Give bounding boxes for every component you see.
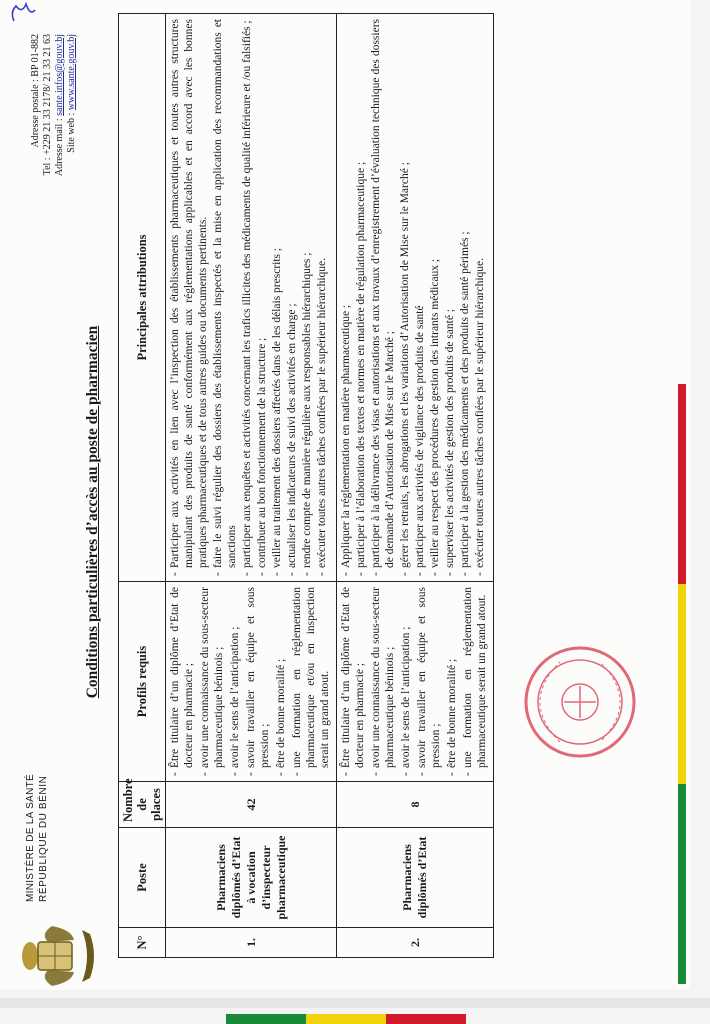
- row-attributions: [337, 14, 494, 582]
- profil-item: - savoir travailler en équipe et sous pression ;: [244, 587, 272, 776]
- row-places: 8: [337, 782, 494, 828]
- attribution-item: - contribuer au bon fonctionnement de la structure ;: [255, 19, 269, 576]
- flag-stripe-yellow: [678, 584, 686, 784]
- phone-numbers: Tel : +229 21 33 2178/ 21 33 21 63: [42, 34, 53, 176]
- attribution-item: - participer à la délivrance des visas et autorisations et aux travaux d’enregistrement d’évaluation technique des dossiers de demande d’Autorisation de Mise sur le Marché ;: [369, 19, 397, 576]
- profil-item: - être de bonne moralité ;: [445, 587, 459, 776]
- ministry-name: MINISTÈRE DE LA SANTÉ: [25, 774, 36, 902]
- profil-item: - une formation en réglementation pharmaceutique serait un grand atout.: [461, 587, 489, 776]
- table-row: [337, 14, 494, 958]
- flag-stripe-green: [678, 784, 686, 984]
- republic-name: RÉPUBLIQUE DU BÉNIN: [38, 775, 49, 902]
- bottom-flag-green: [226, 1014, 306, 1024]
- postal-address: Adresse postale : BP 01-882: [30, 34, 41, 148]
- attribution-item: - veiller au respect des procédures de gestion des intrants médicaux ;: [428, 19, 442, 576]
- attribution-item: - faire le suivi régulier des dossiers des établissements inspectés et la mise en application des recommandations et sanctions: [211, 19, 239, 576]
- profil-item: - avoir une connaissance du sous-secteur pharmaceutique béninois ;: [369, 587, 397, 776]
- row-places: 42: [166, 782, 337, 828]
- attribution-item: - participer à la gestion des médicaments et des produits de santé périmés ;: [458, 19, 472, 576]
- profil-item: - Être titulaire d’un diplôme d’Etat de docteur en pharmacie ;: [339, 587, 367, 776]
- attribution-item: - veiller au traitement des dossiers affectés dans de les délais prescrits ;: [270, 19, 284, 576]
- attribution-item: - Participer aux activités en lien avec l’inspection des établissements pharmaceutiques et toutes autres structures manipulant des produits de santé conformément aux réglementations applicables et en accord avec les bonnes pratiques pharmaceutiques et de tous autres guides ou documents pertinents.: [168, 19, 210, 576]
- bottom-flag-yellow: [306, 1014, 386, 1024]
- header-places: Nombre de places: [119, 782, 166, 828]
- attribution-item: - participer à l’élaboration des textes et normes en matière de régulation pharmaceutique ;: [354, 19, 368, 576]
- header-num: N°: [119, 928, 166, 958]
- row-attributions: [166, 14, 337, 582]
- attribution-item: - Appliquer la réglementation en matière pharmaceutique ;: [339, 19, 353, 576]
- row-profils: [337, 582, 494, 782]
- ministry-header: [24, 774, 50, 902]
- header-attributions: Principales attributions: [119, 14, 166, 582]
- row-profils: [166, 582, 337, 782]
- header-poste: Poste: [119, 828, 166, 928]
- profil-item: - une formation en réglementation pharmaceutique et/ou en inspection serait un grand atout.: [290, 587, 332, 776]
- attribution-item: - gérer les retraits, les abrogations et les variations d’Autorisation de Mise sur le Marché ;: [398, 19, 412, 576]
- attribution-item: - participer aux activités de vigilance des produits de santé: [413, 19, 427, 576]
- contact-block: [30, 34, 78, 234]
- row-poste: Pharmaciens diplômés d’Etat: [337, 828, 494, 928]
- signature-icon: [8, 0, 38, 24]
- row-number: 1.: [166, 928, 337, 958]
- bottom-flag-red: [386, 1014, 466, 1024]
- attribution-item: - actualiser les indicateurs de suivi des activités en charge ;: [285, 19, 299, 576]
- profil-item: - Être titulaire d’un diplôme d’Etat de docteur en pharmacie ;: [168, 587, 196, 776]
- document-title: Conditions particulières d’accès au poste de pharmacien: [84, 325, 101, 699]
- table-row: [166, 14, 337, 958]
- profil-item: - avoir une connaissance du sous-secteur pharmaceutique béninois ;: [198, 587, 226, 776]
- profil-item: - savoir travailler en équipe et sous pression ;: [415, 587, 443, 776]
- viewer-bottom-bar: [0, 998, 710, 1008]
- attribution-item: - superviser les activités de gestion des produits de santé ;: [443, 19, 457, 576]
- requirements-table: [118, 13, 494, 958]
- attribution-item: - exécuter toutes autres tâches confiées par le supérieur hiérarchique.: [473, 19, 487, 576]
- website-label: Site web :: [66, 112, 77, 153]
- flag-stripe-red: [678, 384, 686, 584]
- profil-item: - être de bonne moralité ;: [274, 587, 288, 776]
- official-stamp-icon: [520, 642, 640, 762]
- attribution-item: - rendre compte de manière régulière aux responsables hiérarchiques ;: [300, 19, 314, 576]
- header-profils: Profils requis: [119, 582, 166, 782]
- email-link[interactable]: sante.infos@gouv.bj: [54, 34, 65, 116]
- email-label: Adresse mail :: [54, 118, 65, 177]
- row-poste: Pharmaciens diplômés d’Etat à vocation d’inspecteur pharmaceutique: [166, 828, 337, 928]
- attribution-item: - exécuter toutes autres tâches confiées par le supérieur hiérarchique.: [315, 19, 329, 576]
- table-header-row: [119, 14, 166, 958]
- website-link[interactable]: www.sante.gouv.bj: [66, 34, 77, 111]
- profil-item: - avoir le sens de l’anticipation ;: [228, 587, 242, 776]
- attribution-item: - participer aux enquêtes et activités concernant les trafics illicites des médicaments de qualité inférieure et /ou falsifiés ;: [240, 19, 254, 576]
- row-number: 2.: [337, 928, 494, 958]
- profil-item: - avoir le sens de l’anticipation ;: [399, 587, 413, 776]
